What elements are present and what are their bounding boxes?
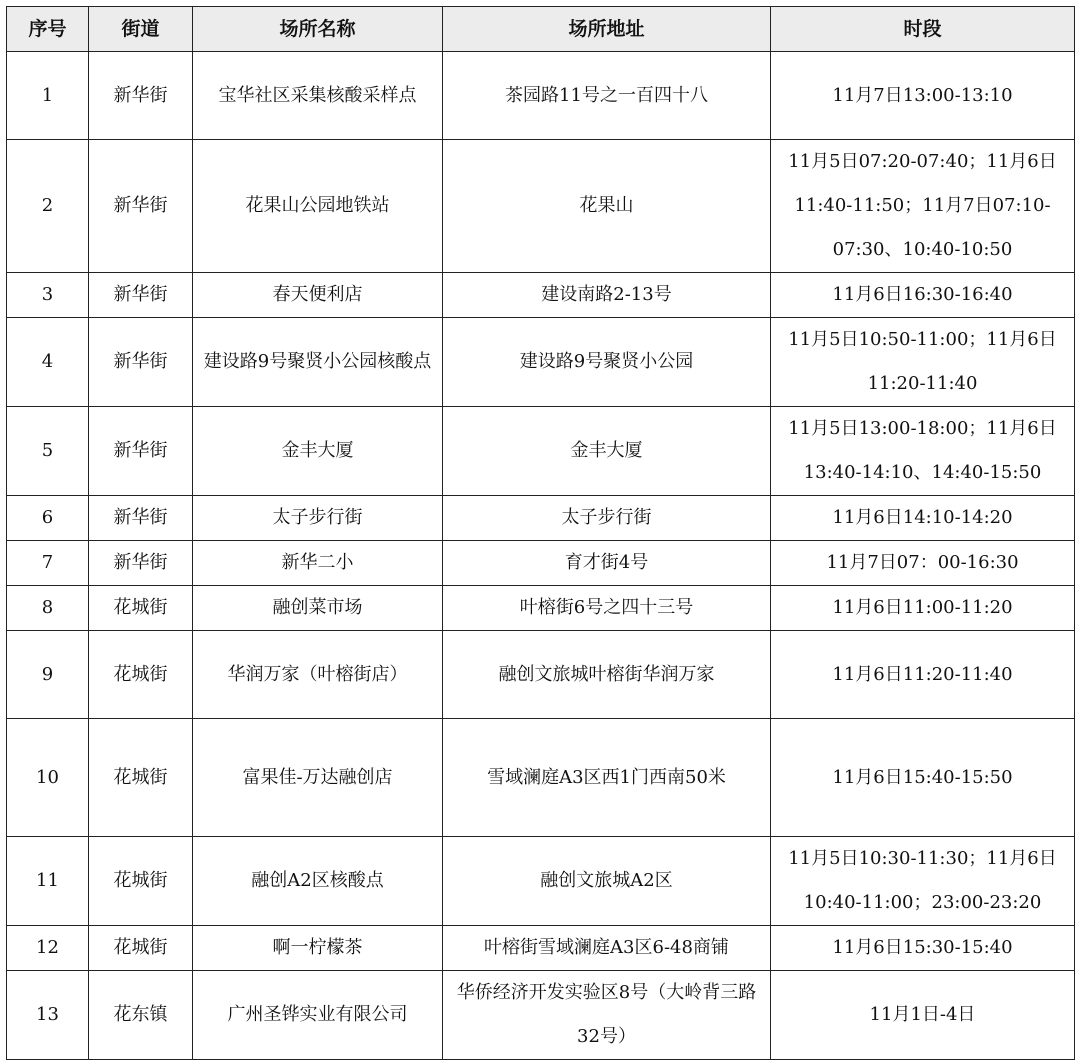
cell-name: 太子步行街 (193, 496, 443, 541)
cell-index: 10 (7, 719, 89, 837)
cell-name: 春天便利店 (193, 273, 443, 318)
cell-time: 11月5日10:30-11:30；11月6日10:40-11:00；23:00-23:20 (771, 837, 1075, 926)
cell-name: 富果佳-万达融创店 (193, 719, 443, 837)
cell-street: 新华街 (89, 140, 193, 273)
cell-index: 3 (7, 273, 89, 318)
table-row (7, 273, 1075, 318)
cell-name: 华润万家（叶榕街店） (193, 631, 443, 719)
cell-time: 11月6日15:30-15:40 (771, 926, 1075, 971)
cell-time: 11月6日14:10-14:20 (771, 496, 1075, 541)
cell-address: 茶园路11号之一百四十八 (443, 52, 771, 140)
header-place-name: 场所名称 (193, 7, 443, 52)
header-street: 街道 (89, 7, 193, 52)
cell-name: 花果山公园地铁站 (193, 140, 443, 273)
cell-address: 建设路9号聚贤小公园 (443, 318, 771, 407)
table-row (7, 407, 1075, 496)
cell-address: 建设南路2-13号 (443, 273, 771, 318)
cell-time: 11月6日11:20-11:40 (771, 631, 1075, 719)
cell-street: 花城街 (89, 586, 193, 631)
table-row (7, 926, 1075, 971)
header-index: 序号 (7, 7, 89, 52)
table-row (7, 318, 1075, 407)
cell-street: 花城街 (89, 926, 193, 971)
cell-time: 11月5日07:20-07:40；11月6日11:40-11:50；11月7日07:10-07:30、10:40-10:50 (771, 140, 1075, 273)
cell-index: 7 (7, 541, 89, 586)
locations-table (6, 6, 1075, 1060)
cell-index: 1 (7, 52, 89, 140)
cell-time: 11月6日16:30-16:40 (771, 273, 1075, 318)
cell-street: 花东镇 (89, 971, 193, 1060)
cell-time: 11月1日-4日 (771, 971, 1075, 1060)
cell-time: 11月5日10:50-11:00；11月6日11:20-11:40 (771, 318, 1075, 407)
cell-index: 6 (7, 496, 89, 541)
cell-street: 花城街 (89, 837, 193, 926)
cell-street: 新华街 (89, 541, 193, 586)
cell-street: 新华街 (89, 496, 193, 541)
table-row (7, 496, 1075, 541)
table-row (7, 837, 1075, 926)
cell-address: 太子步行街 (443, 496, 771, 541)
cell-address: 金丰大厦 (443, 407, 771, 496)
cell-index: 4 (7, 318, 89, 407)
cell-index: 12 (7, 926, 89, 971)
cell-name: 金丰大厦 (193, 407, 443, 496)
table-row (7, 719, 1075, 837)
cell-name: 建设路9号聚贤小公园核酸点 (193, 318, 443, 407)
cell-name: 新华二小 (193, 541, 443, 586)
cell-address: 华侨经济开发实验区8号（大岭背三路32号） (443, 971, 771, 1060)
table-row (7, 971, 1075, 1060)
cell-address: 雪域澜庭A3区西1门西南50米 (443, 719, 771, 837)
cell-name: 广州圣铧实业有限公司 (193, 971, 443, 1060)
cell-street: 花城街 (89, 719, 193, 837)
cell-name: 啊一柠檬茶 (193, 926, 443, 971)
cell-address: 花果山 (443, 140, 771, 273)
cell-index: 13 (7, 971, 89, 1060)
cell-street: 新华街 (89, 318, 193, 407)
table-row (7, 541, 1075, 586)
cell-index: 8 (7, 586, 89, 631)
cell-index: 11 (7, 837, 89, 926)
table-row (7, 586, 1075, 631)
cell-time: 11月5日13:00-18:00；11月6日13:40-14:10、14:40-15:50 (771, 407, 1075, 496)
cell-address: 融创文旅城A2区 (443, 837, 771, 926)
table-row (7, 631, 1075, 719)
table-row (7, 140, 1075, 273)
cell-street: 新华街 (89, 273, 193, 318)
header-row (7, 7, 1075, 52)
cell-address: 叶榕街雪域澜庭A3区6-48商铺 (443, 926, 771, 971)
cell-name: 宝华社区采集核酸采样点 (193, 52, 443, 140)
cell-time: 11月7日13:00-13:10 (771, 52, 1075, 140)
cell-index: 5 (7, 407, 89, 496)
cell-index: 9 (7, 631, 89, 719)
cell-address: 叶榕街6号之四十三号 (443, 586, 771, 631)
cell-street: 新华街 (89, 52, 193, 140)
cell-time: 11月6日11:00-11:20 (771, 586, 1075, 631)
header-place-address: 场所地址 (443, 7, 771, 52)
cell-index: 2 (7, 140, 89, 273)
cell-name: 融创菜市场 (193, 586, 443, 631)
cell-name: 融创A2区核酸点 (193, 837, 443, 926)
header-time-period: 时段 (771, 7, 1075, 52)
cell-time: 11月7日07：00-16:30 (771, 541, 1075, 586)
cell-street: 花城街 (89, 631, 193, 719)
cell-address: 育才街4号 (443, 541, 771, 586)
cell-address: 融创文旅城叶榕街华润万家 (443, 631, 771, 719)
cell-street: 新华街 (89, 407, 193, 496)
cell-time: 11月6日15:40-15:50 (771, 719, 1075, 837)
table-row (7, 52, 1075, 140)
